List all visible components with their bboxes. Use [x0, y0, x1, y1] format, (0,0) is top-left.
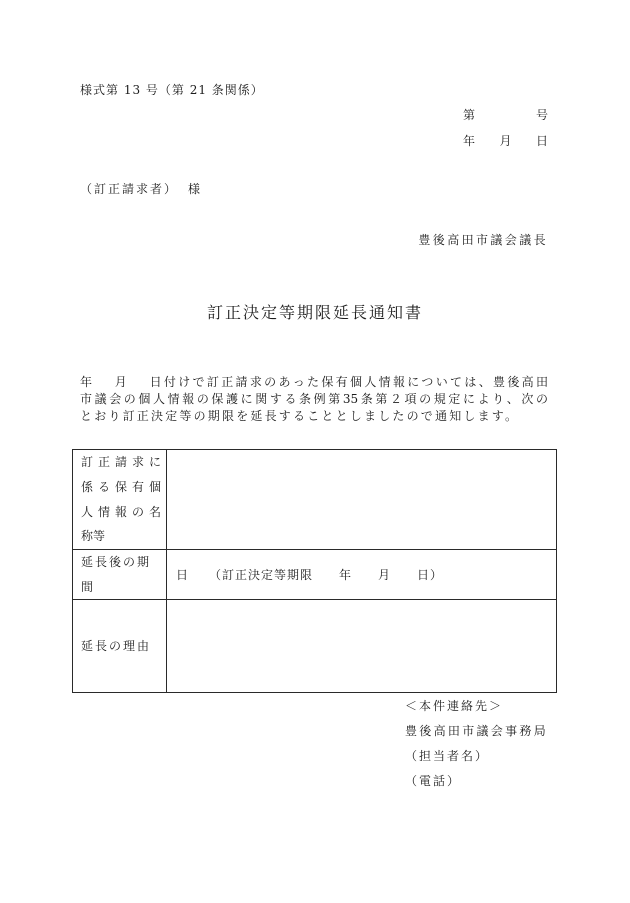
date-day: 日 — [535, 134, 548, 148]
date-month: 月 — [499, 134, 512, 148]
body-line: 市議会の個人情報の保護に関する条例第35条第２項の規定により、次の — [80, 392, 548, 406]
contact-person: （担当者名） — [405, 749, 490, 763]
contact-block — [405, 694, 548, 794]
contact-phone: （電話） — [405, 774, 462, 788]
form-number: 様式第 13 号（第 21 条関係） — [80, 83, 264, 97]
sender: 豊後高田市議会議長 — [418, 233, 548, 247]
table-label-line: 延長の理由 — [81, 638, 152, 653]
body-line: とおり訂正決定等の期限を延長することとしましたので通知します。 — [80, 409, 520, 423]
table-value — [167, 450, 556, 549]
table-label — [73, 600, 167, 692]
date-year: 年 — [463, 134, 476, 148]
table-value: 日 （訂正決定等期限 年 月 日） — [176, 568, 444, 582]
document-title: 訂正決定等期限延長通知書 — [206, 303, 423, 322]
contact-heading: ＜本件連絡先＞ — [405, 699, 504, 713]
issue-date — [463, 133, 548, 149]
document-number — [463, 107, 548, 123]
table-row-extension-reason — [73, 599, 556, 692]
table-row-info-name — [73, 450, 556, 549]
table-label-line: 訂正請求に — [81, 455, 161, 469]
recipient-honorific: 様 — [188, 182, 201, 196]
table-row-extended-period — [73, 549, 556, 599]
table-label-line: 係る保有個 — [81, 479, 161, 494]
table-label — [73, 550, 167, 599]
table-value — [167, 600, 556, 692]
recipient: （訂正請求者） — [80, 182, 179, 196]
table-label-line: 間 — [81, 579, 94, 594]
table-label-line: 称等 — [81, 529, 106, 544]
document-number-prefix: 第 — [463, 108, 476, 122]
info-table — [72, 449, 557, 693]
table-label-line: 延長後の期 — [81, 555, 152, 569]
table-label — [73, 450, 167, 549]
document-number-suffix: 号 — [535, 108, 548, 122]
body-line: 年 月 日付けで訂正請求のあった保有個人情報については、豊後高田 — [80, 375, 548, 389]
body-paragraph — [80, 374, 548, 425]
table-label-line: 人情報の名 — [81, 504, 161, 519]
contact-office: 豊後高田市議会事務局 — [405, 724, 549, 738]
